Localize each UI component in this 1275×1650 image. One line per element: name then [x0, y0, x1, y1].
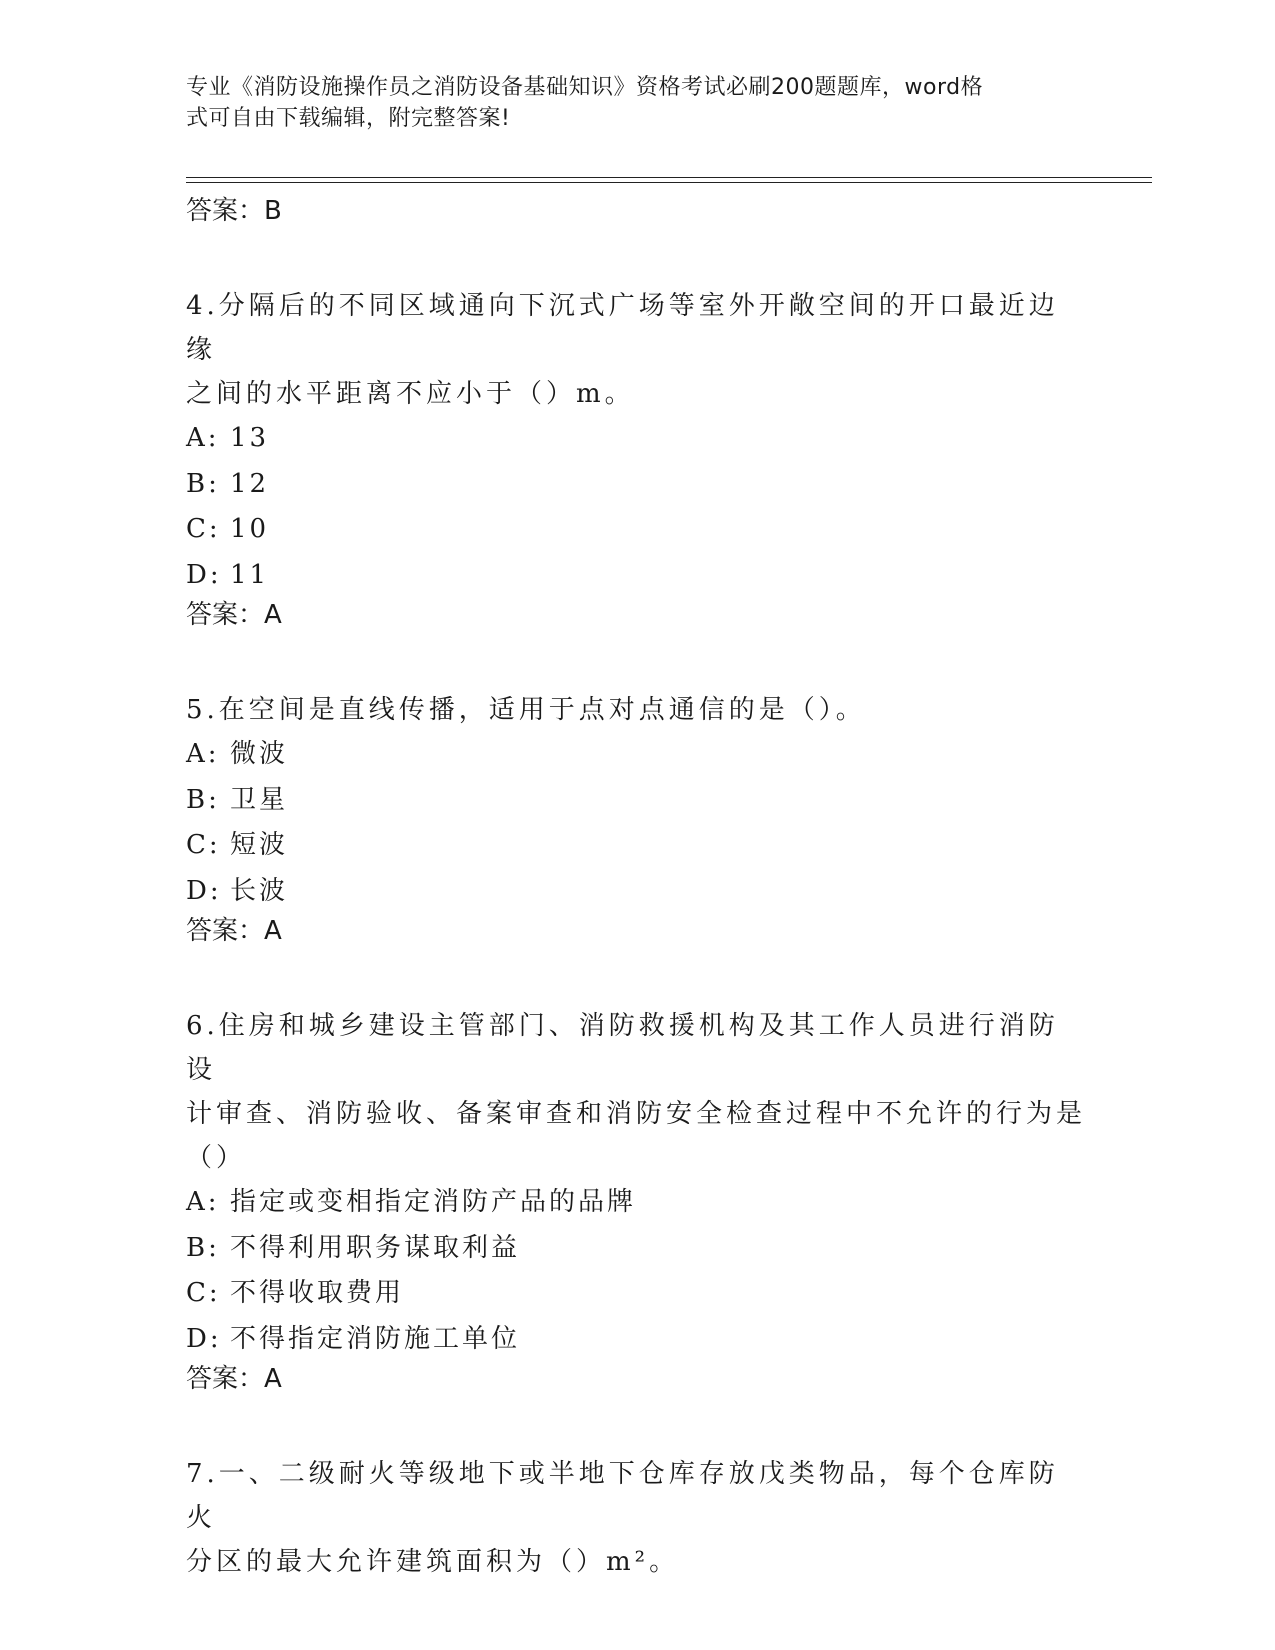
stem-line: 7.一、二级耐火等级地下或半地下仓库存放戊类物品，每个仓库防火: [186, 1459, 1059, 1533]
option-c: [186, 507, 1086, 553]
option-key: C:: [186, 830, 221, 860]
option-text: 卫星: [230, 784, 289, 815]
header-rule-bottom: [186, 182, 1152, 183]
option-b: [186, 778, 1086, 824]
question-5: [186, 688, 1086, 914]
option-key: C:: [186, 514, 221, 544]
stem-line: 计审查、消防验收、备案审查和消防安全检查过程中不允许的行为是: [186, 1099, 1087, 1129]
option-text: 13: [230, 423, 270, 453]
option-c: [186, 1271, 1086, 1317]
option-key: B:: [186, 784, 220, 815]
answer-line: 答案：A: [186, 916, 282, 946]
option-key: B:: [186, 468, 220, 499]
question-stem: [186, 1004, 1086, 1180]
option-c: [186, 823, 1086, 869]
option-key: D:: [186, 559, 222, 590]
question-4: [186, 284, 1086, 598]
stem-line: （）: [186, 1143, 247, 1173]
option-text: 12: [230, 468, 270, 499]
option-key: C:: [186, 1278, 221, 1308]
option-d: [186, 1317, 1086, 1363]
stem-line: 之间的水平距离不应小于（）m。: [186, 379, 635, 409]
option-text: 短波: [230, 830, 289, 860]
option-key: B:: [186, 1232, 220, 1263]
option-text: 长波: [230, 875, 289, 906]
answer-line: 答案：B: [186, 196, 282, 226]
stem-line: 分区的最大允许建筑面积为（）m²。: [186, 1547, 680, 1577]
header-line-1: 专业《消防设施操作员之消防设备基础知识》资格考试必刷200题题库，word格: [186, 75, 984, 100]
question-stem: [186, 284, 1086, 416]
option-text: 微波: [230, 739, 289, 769]
stem-line: 4.分隔后的不同区域通向下沉式广场等室外开敞空间的开口最近边缘: [186, 291, 1059, 365]
question-6: [186, 1004, 1086, 1362]
option-b: [186, 462, 1086, 508]
option-d: [186, 553, 1086, 599]
option-a: [186, 732, 1086, 778]
option-key: A:: [186, 1187, 220, 1217]
option-key: D:: [186, 1323, 222, 1354]
document-header: [186, 72, 1066, 134]
option-a: [186, 416, 1086, 462]
option-text: 不得收取费用: [230, 1278, 405, 1308]
option-key: A:: [186, 739, 220, 769]
question-stem: [186, 688, 1086, 732]
document-body: [186, 186, 1086, 1584]
option-text: 不得利用职务谋取利益: [230, 1232, 521, 1263]
option-b: [186, 1226, 1086, 1272]
option-key: A:: [186, 423, 220, 453]
stem-line: 6.住房和城乡建设主管部门、消防救援机构及其工作人员进行消防设: [186, 1011, 1059, 1085]
option-text: 不得指定消防施工单位: [230, 1323, 521, 1354]
question-stem: [186, 1452, 1086, 1584]
header-rule-top: [186, 177, 1152, 178]
answer-line: 答案：A: [186, 1364, 282, 1394]
option-text: 11: [230, 559, 270, 590]
answer-line: 答案：A: [186, 600, 282, 630]
question-7: [186, 1452, 1086, 1584]
option-d: [186, 869, 1086, 915]
option-key: D:: [186, 875, 222, 906]
option-text: 10: [230, 514, 270, 544]
option-text: 指定或变相指定消防产品的品牌: [230, 1187, 637, 1217]
stem-line: 5.在空间是直线传播，适用于点对点通信的是（）。: [186, 695, 866, 725]
option-a: [186, 1180, 1086, 1226]
header-line-2: 式可自由下载编辑，附完整答案!: [186, 106, 511, 131]
